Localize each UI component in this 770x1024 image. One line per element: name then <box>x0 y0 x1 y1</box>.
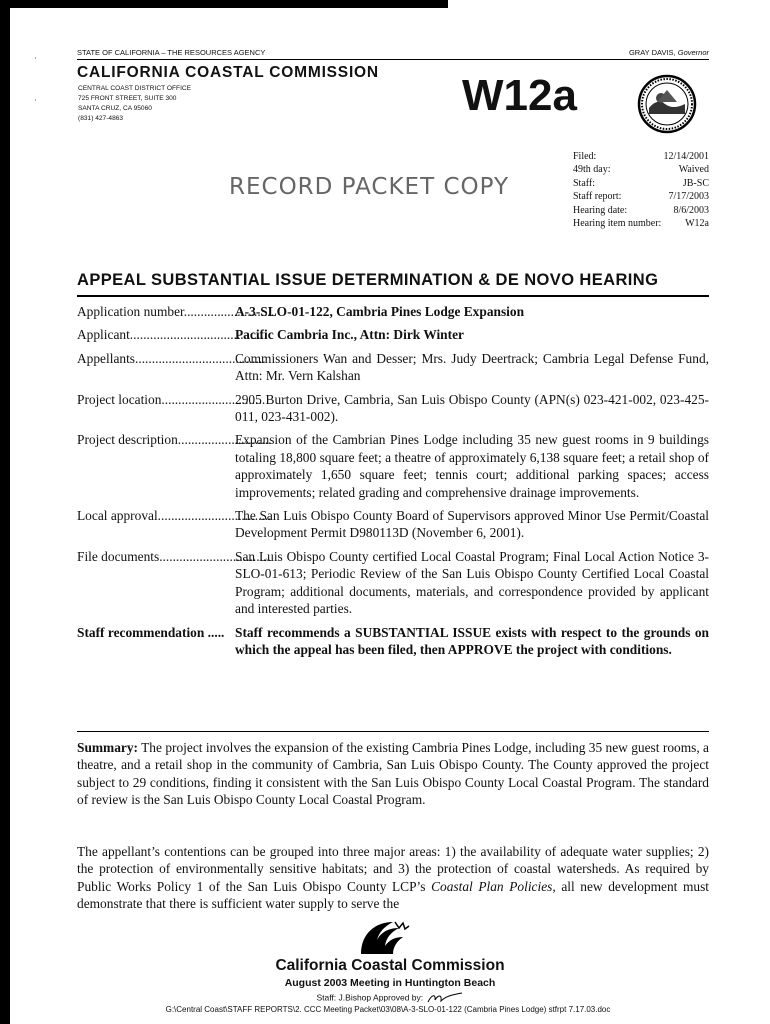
section-divider <box>77 731 709 732</box>
agency-header <box>77 45 709 60</box>
footer-file-path: G:\Central Coast\STAFF REPORTS\2. CCC Meeting Packet\03\08\A-3-SLO-01-122 (Cambria Pines Lodge) stfrpt 7.17.03.doc <box>165 1005 611 1014</box>
contentions-text-end: , all new development must demonstrate that there is sufficient water supply to serve the <box>77 878 709 912</box>
field-label: Project description............................ <box>77 432 272 448</box>
meta-row <box>573 150 709 163</box>
contentions-text: The appellant’s contentions can be grouped into three major areas: 1) the availability of adequate water supplies; 2) the protection of environmentally sensitive habitats; and 3) the protection of coastal watersheds. As required by Public Works Policy 1 of the San Luis Obispo County LCP’s <box>77 844 709 894</box>
meta-label: Hearing item number: <box>573 218 662 230</box>
governor-name: GRAY DAVIS, <box>628 48 676 57</box>
meta-row <box>573 190 709 203</box>
field-label: Applicant........................................ <box>77 327 264 343</box>
state-seal-icon <box>637 74 697 134</box>
field-label: Appellants....................................... <box>77 350 266 366</box>
field-project-description <box>77 431 709 501</box>
field-local-approval <box>77 507 709 542</box>
field-value: The San Luis Obispo County Board of Supervisors approved Minor Use Permit/Coastal Development Permit D980113D (November 6, 2001). <box>235 508 709 541</box>
agency-name: STATE OF CALIFORNIA – THE RESOURCES AGENCY <box>77 48 266 57</box>
field-label: Application number........................... <box>77 304 275 319</box>
meta-value: 8/6/2003 <box>673 204 709 216</box>
scan-top-bar <box>0 0 448 8</box>
address-line: CENTRAL COAST DISTRICT OFFICE <box>78 85 192 92</box>
field-label: Staff recommendation ..... <box>77 624 225 640</box>
office-address <box>78 84 191 124</box>
field-file-documents <box>77 548 709 618</box>
meta-label: Staff: <box>573 177 596 189</box>
contentions-italic: Coastal Plan Policies <box>431 878 553 894</box>
scan-mark: · <box>34 54 37 64</box>
meta-row <box>573 163 709 176</box>
meta-value: 12/14/2001 <box>663 151 709 162</box>
meta-label: 49th day: <box>573 164 611 176</box>
scan-mark: · <box>34 96 37 106</box>
record-packet-stamp: RECORD PACKET COPY <box>229 174 510 200</box>
field-label: Local approval.................................. <box>77 508 272 524</box>
signature-icon <box>426 992 464 1004</box>
meta-row <box>573 204 709 217</box>
item-code: W12a <box>462 71 577 120</box>
meta-row <box>573 177 709 190</box>
field-application-number <box>77 303 709 320</box>
meta-label: Filed: <box>573 151 597 162</box>
field-value: A-3-SLO-01-122, Cambria Pines Lodge Expansion <box>235 304 525 319</box>
field-staff-recommendation <box>77 624 709 659</box>
summary-text: The project involves the expansion of the existing Cambria Pines Lodge, including 35 new guest rooms, a theatre, and a retail shop in the community of Cambria, San Luis Obispo County. The County approved the project subject to 29 conditions, finding it consistent with the San Luis Obispo County Local Coastal Program. The standard of review is the San Luis Obispo County Local Coastal Program. <box>77 740 709 808</box>
title-divider <box>77 295 709 297</box>
field-value: 2905 Burton Drive, Cambria, San Luis Obispo County (APN(s) 023-421-002, 023-425-011, 023-431-002). <box>235 391 709 425</box>
address-line: (831) 427-4863 <box>78 115 124 122</box>
field-applicant <box>77 326 709 343</box>
governor-title: Governor <box>677 48 709 57</box>
field-value: Commissioners Wan and Desser; Mrs. Judy Deertrack; Cambria Legal Defense Fund, Attn: Mr. Vern Kalshan <box>235 350 709 384</box>
field-appellants <box>77 350 709 385</box>
footer-meeting: August 2003 Meeting in Huntington Beach <box>284 977 496 989</box>
field-value: San Luis Obispo County certified Local Coastal Program; Final Local Action Notice 3-SLO-01-613; Periodic Review of the San Luis Obispo County Certified Local Coastal Program; additional documents, materials, and correspondence provided by applicant and interested parties. <box>235 548 709 617</box>
field-label: File documents................................. <box>77 548 270 564</box>
meta-label: Staff report: <box>573 191 622 203</box>
summary-label: Summary: <box>77 740 138 755</box>
coastal-commission-wave-logo-icon <box>355 920 409 956</box>
meta-value: 7/17/2003 <box>668 191 709 203</box>
governor <box>629 48 709 57</box>
footer-staff-line <box>0 992 770 1004</box>
commission-name: CALIFORNIA COASTAL COMMISSION <box>77 64 379 81</box>
meta-row <box>573 217 709 230</box>
meta-value: W12a <box>685 218 709 230</box>
meta-label: Hearing date: <box>573 204 628 216</box>
scan-edge-bar <box>0 0 10 1024</box>
summary-paragraph <box>77 739 709 809</box>
address-line: 725 FRONT STREET, SUITE 300 <box>78 95 177 102</box>
field-value: Expansion of the Cambrian Pines Lodge including 35 new guest rooms in 9 buildings totaling 18,800 square feet; a theatre of approximately 6,138 square feet; a retail shop of approximately 1,650 square feet; tennis court; additional parking spaces; access improvements; related grading and comprehensive drainage improvements. <box>235 432 709 500</box>
meta-value: JB-SC <box>682 177 709 189</box>
field-label: Project location............................... <box>77 391 266 407</box>
field-value: Staff recommends a SUBSTANTIAL ISSUE exists with respect to the grounds on which the appeal has been filed, then APPROVE the project with conditions. <box>235 624 709 657</box>
footer-staff: Staff: J.Bishop Approved by: <box>316 992 424 1003</box>
report-title: APPEAL SUBSTANTIAL ISSUE DETERMINATION & DE NOVO HEARING <box>77 271 659 289</box>
footer-commission-name: California Coastal Commission <box>275 957 505 974</box>
meta-value: Waived <box>678 164 709 176</box>
project-fields <box>77 303 709 661</box>
field-value: Pacific Cambria Inc., Attn: Dirk Winter <box>235 327 464 343</box>
address-line: SANTA CRUZ, CA 95060 <box>78 105 152 112</box>
filing-metadata <box>573 150 709 230</box>
contentions-paragraph <box>77 843 709 913</box>
field-project-location <box>77 391 709 426</box>
